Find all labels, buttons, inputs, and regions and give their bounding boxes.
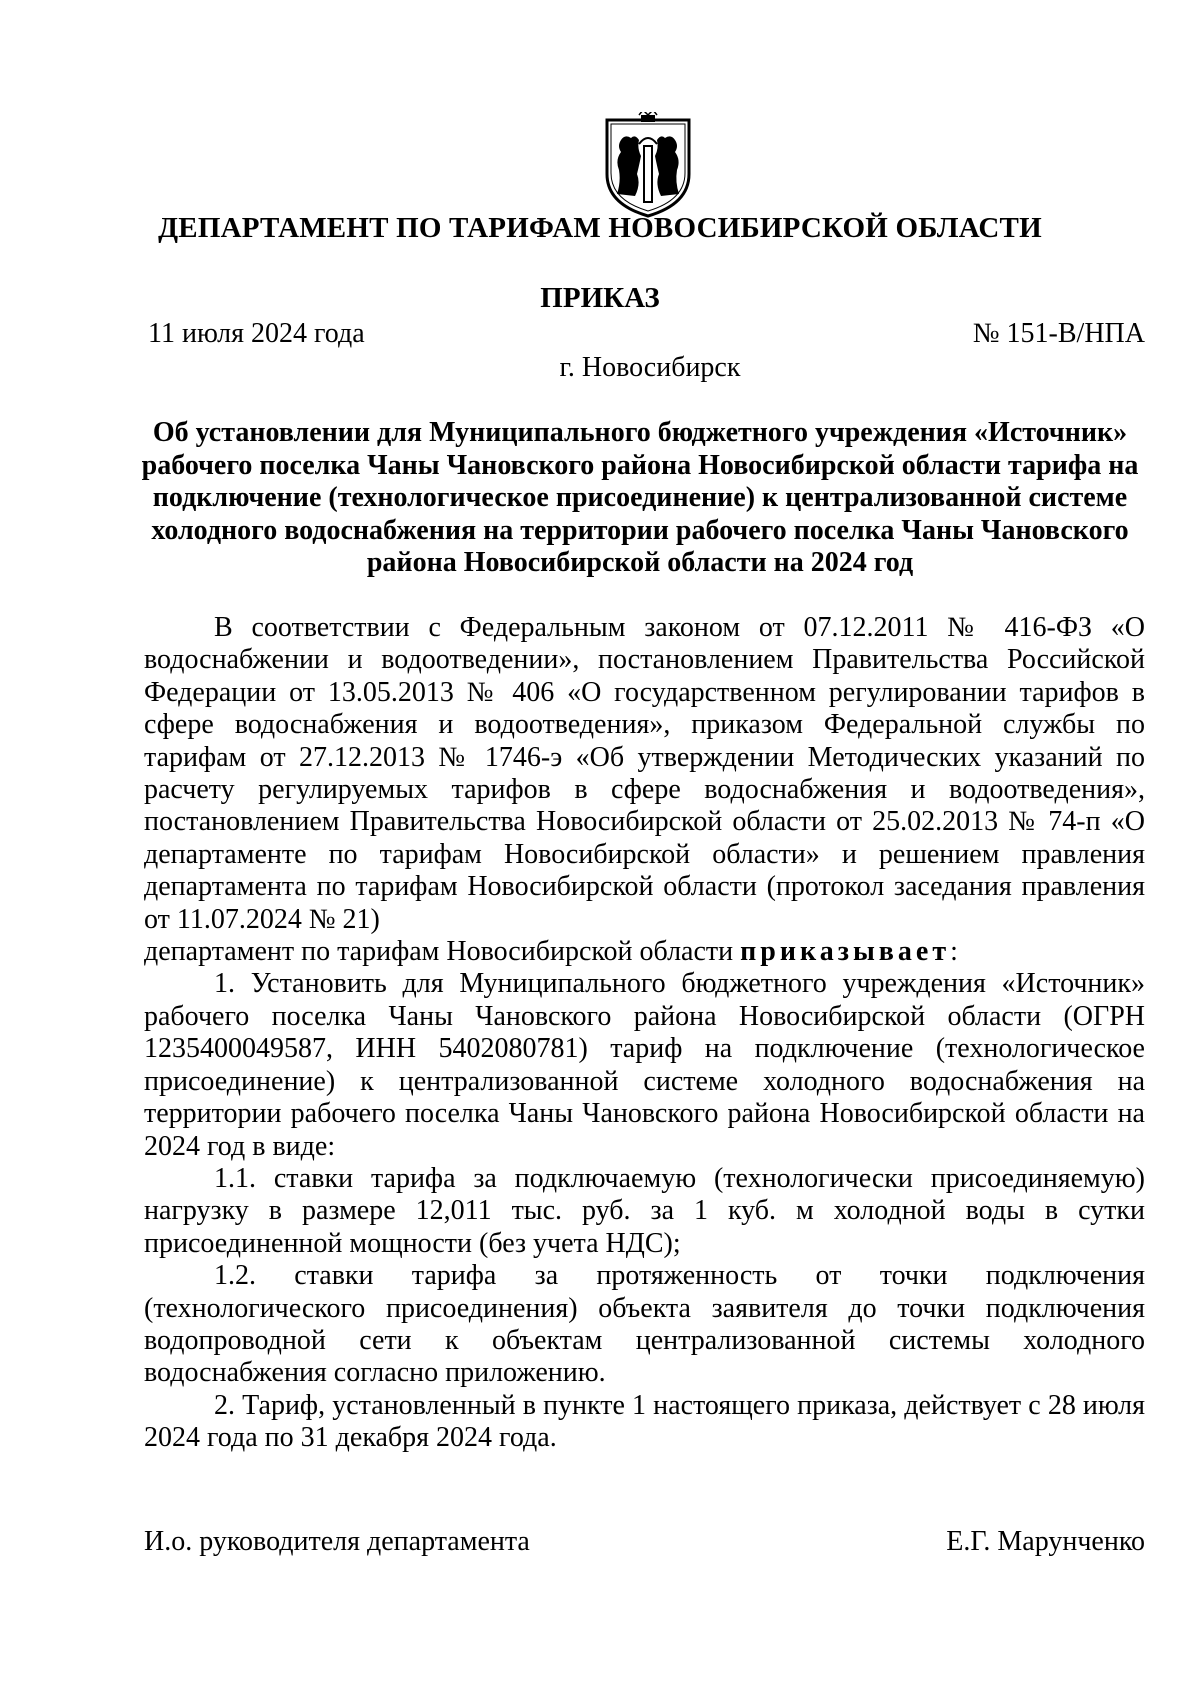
order-title: Об установлении для Муниципального бюджетного учреждения «Источник» рабочего поселка Чаны Чановского района Новосибирской области тарифа на подключение (технологическое присоединение) к централизованной системе холодного водоснабжения на территории рабочего поселка Чаны Чановского района Новосибирской области на 2024 год xyxy=(141,417,1139,578)
decree-lead: департамент по тарифам Новосибирской области xyxy=(144,936,741,968)
order-body xyxy=(144,612,1145,1455)
decree-colon: : xyxy=(950,936,958,968)
item-2: 2. Тариф, установленный в пункте 1 настоящего приказа, действует с 28 июля 2024 года по 31 декабря 2024 года. xyxy=(144,1389,1145,1454)
order-city: г. Новосибирск xyxy=(559,352,741,383)
decree-word: приказывает xyxy=(740,936,951,968)
signatory-name: Е.Г. Марунченко xyxy=(946,1526,1145,1557)
preamble-paragraph: В соответствии с Федеральным законом от 07.12.2011 № 416-ФЗ «О водоснабжении и водоотведении», постановлением Правительства Российской Федерации от 13.05.2013 № 406 «О государственном регулировании тарифов в сфере водоснабжения и водоотведения», приказом Федеральной службы по тарифам от 27.12.2013 № 1746-э «Об утверждении Методических указаний по расчету регулируемых тарифов в сфере водоснабжения и водоотведения», постановлением Правительства Новосибирской области от 25.02.2013 № 74-п «О департаменте по тарифам Новосибирской области» и решением правления департамента по тарифам Новосибирской области (протокол заседания правления от 11.07.2024 № 21) xyxy=(144,612,1145,935)
item-1-1: 1.1. ставки тарифа за подключаемую (технологически присоединяемую) нагрузку в размере 12,011 тыс. руб. за 1 куб. м холодной воды в сутки присоединенной мощности (без учета НДС); xyxy=(144,1162,1145,1259)
document-type: ПРИКАЗ xyxy=(540,282,660,314)
order-number: № 151-В/НПА xyxy=(972,318,1145,349)
signatory-role: И.о. руководителя департамента xyxy=(144,1526,530,1557)
item-1: 1. Установить для Муниципального бюджетного учреждения «Источник» рабочего поселка Чаны Чановского района Новосибирской области (ОГРН 1235400049587, ИНН 5402080781) тариф на подключение (технологическое присоединение) к централизованной системе холодного водоснабжения на территории рабочего поселка Чаны Чановского района Новосибирской области на 2024 год в виде: xyxy=(144,968,1145,1162)
coat-of-arms-icon xyxy=(601,112,695,220)
decree-line xyxy=(144,936,1145,968)
department-heading: ДЕПАРТАМЕНТ ПО ТАРИФАМ НОВОСИБИРСКОЙ ОБЛАСТИ xyxy=(158,212,1042,244)
item-1-2: 1.2. ставки тарифа за протяженность от точки подключения (технологического присоединения) объекта заявителя до точки подключения водопроводной сети к объектам централизованной системы холодного водоснабжения согласно приложению. xyxy=(144,1260,1145,1389)
order-date: 11 июля 2024 года xyxy=(148,318,365,349)
